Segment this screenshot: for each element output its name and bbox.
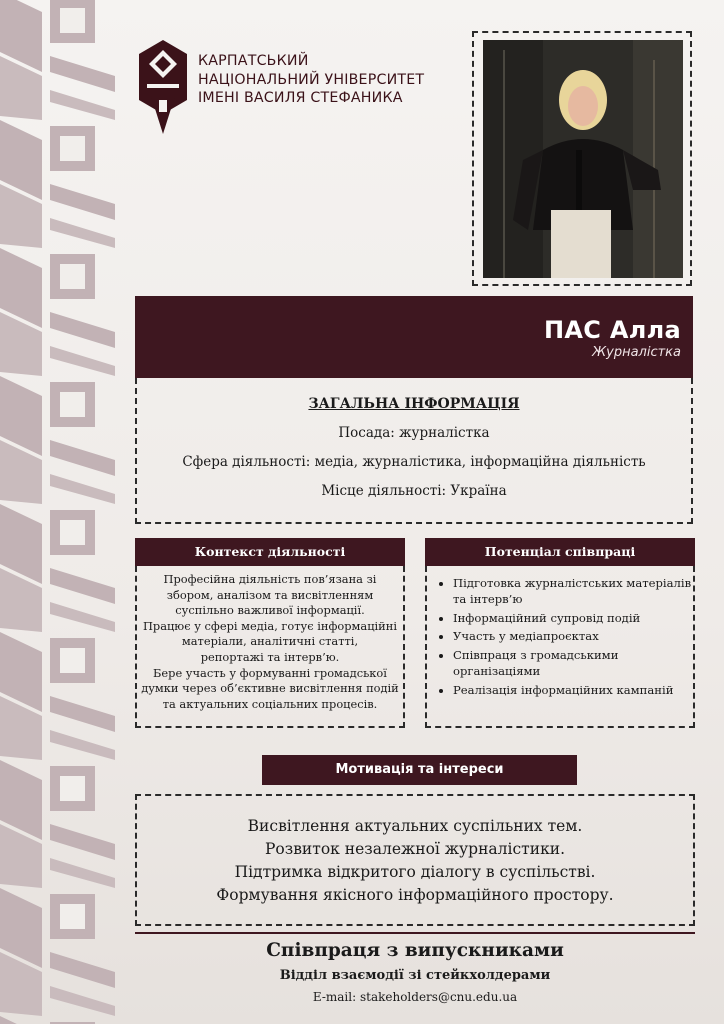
university-name — [198, 52, 458, 108]
profile-banner — [135, 296, 693, 378]
motivation-line: Висвітлення актуальних суспільних тем. — [247, 817, 583, 835]
list-item: • Співпраця з громадськими організаціями — [453, 648, 693, 680]
context-line: репортажі та інтерв’ю. — [200, 649, 340, 664]
context-line: та актуальних соціальних процесів. — [162, 696, 378, 711]
cooperation-section — [425, 566, 695, 728]
cooperation-list — [427, 576, 693, 699]
university-name-line-3: ІМЕНІ ВАСИЛЯ СТЕФАНИКА — [198, 90, 403, 106]
general-info-title: ЗАГАЛЬНА ІНФОРМАЦІЯ — [308, 396, 520, 412]
portrait-photo — [483, 40, 683, 278]
profile-name: ПАС Алла — [544, 316, 681, 344]
list-item: • Участь у медіапроєктах — [453, 629, 693, 645]
motivation-section — [135, 794, 695, 926]
university-logo — [137, 38, 189, 136]
motivation-line: Формування якісного інформаційного простору. — [216, 886, 614, 904]
cooperation-heading: Потенціал співпраці — [425, 538, 695, 566]
context-section — [135, 566, 405, 728]
general-info-section — [135, 378, 693, 524]
motivation-heading: Мотивація та інтереси — [262, 755, 577, 785]
university-name-line-2: НАЦІОНАЛЬНИЙ УНІВЕРСИТЕТ — [198, 71, 425, 88]
university-name-line-1: КАРПАТСЬКИЙ — [198, 53, 309, 69]
portrait-frame — [472, 31, 692, 286]
context-heading: Контекст діяльності — [135, 538, 405, 566]
footer-divider — [135, 932, 695, 934]
footer-subtitle: Відділ взаємодії зі стейкхолдерами — [279, 968, 551, 983]
motivation-line: Підтримка відкритого діалогу в суспільстві. — [234, 863, 596, 881]
context-line: Працює у сфері медіа, готує інформаційні — [142, 618, 398, 633]
context-line: Бере участь у формуванні громадської — [153, 665, 387, 680]
profile-role: Журналістка — [592, 345, 681, 360]
general-sphere: Сфера діяльності: медіа, журналістика, інформаційна діяльність — [182, 454, 646, 470]
motivation-line: Розвиток незалежної журналістики. — [264, 840, 566, 858]
context-line: думки через об’єктивне висвітлення подій — [141, 681, 399, 696]
context-line: матеріали, аналітичні статті, — [181, 634, 359, 649]
footer-title: Співпраця з випускниками — [266, 940, 564, 961]
context-line: Професійна діяльність пов’язана зі — [163, 572, 377, 586]
list-item: • Реалізація інформаційних кампаній — [453, 683, 693, 699]
general-place: Місце діяльності: Україна — [321, 483, 507, 499]
footer-email: E-mail: stakeholders@cnu.edu.ua — [312, 990, 518, 1004]
list-item: • Інформаційний супровід подій — [453, 611, 693, 627]
context-line: суспільно важливої інформації. — [175, 603, 365, 618]
context-line: збором, аналізом та висвітленням — [166, 587, 374, 602]
folk-ornament — [0, 0, 120, 1024]
list-item: • Підготовка журналістських матеріалів та інтерв’ю — [453, 576, 693, 608]
general-position: Посада: журналістка — [338, 425, 490, 441]
